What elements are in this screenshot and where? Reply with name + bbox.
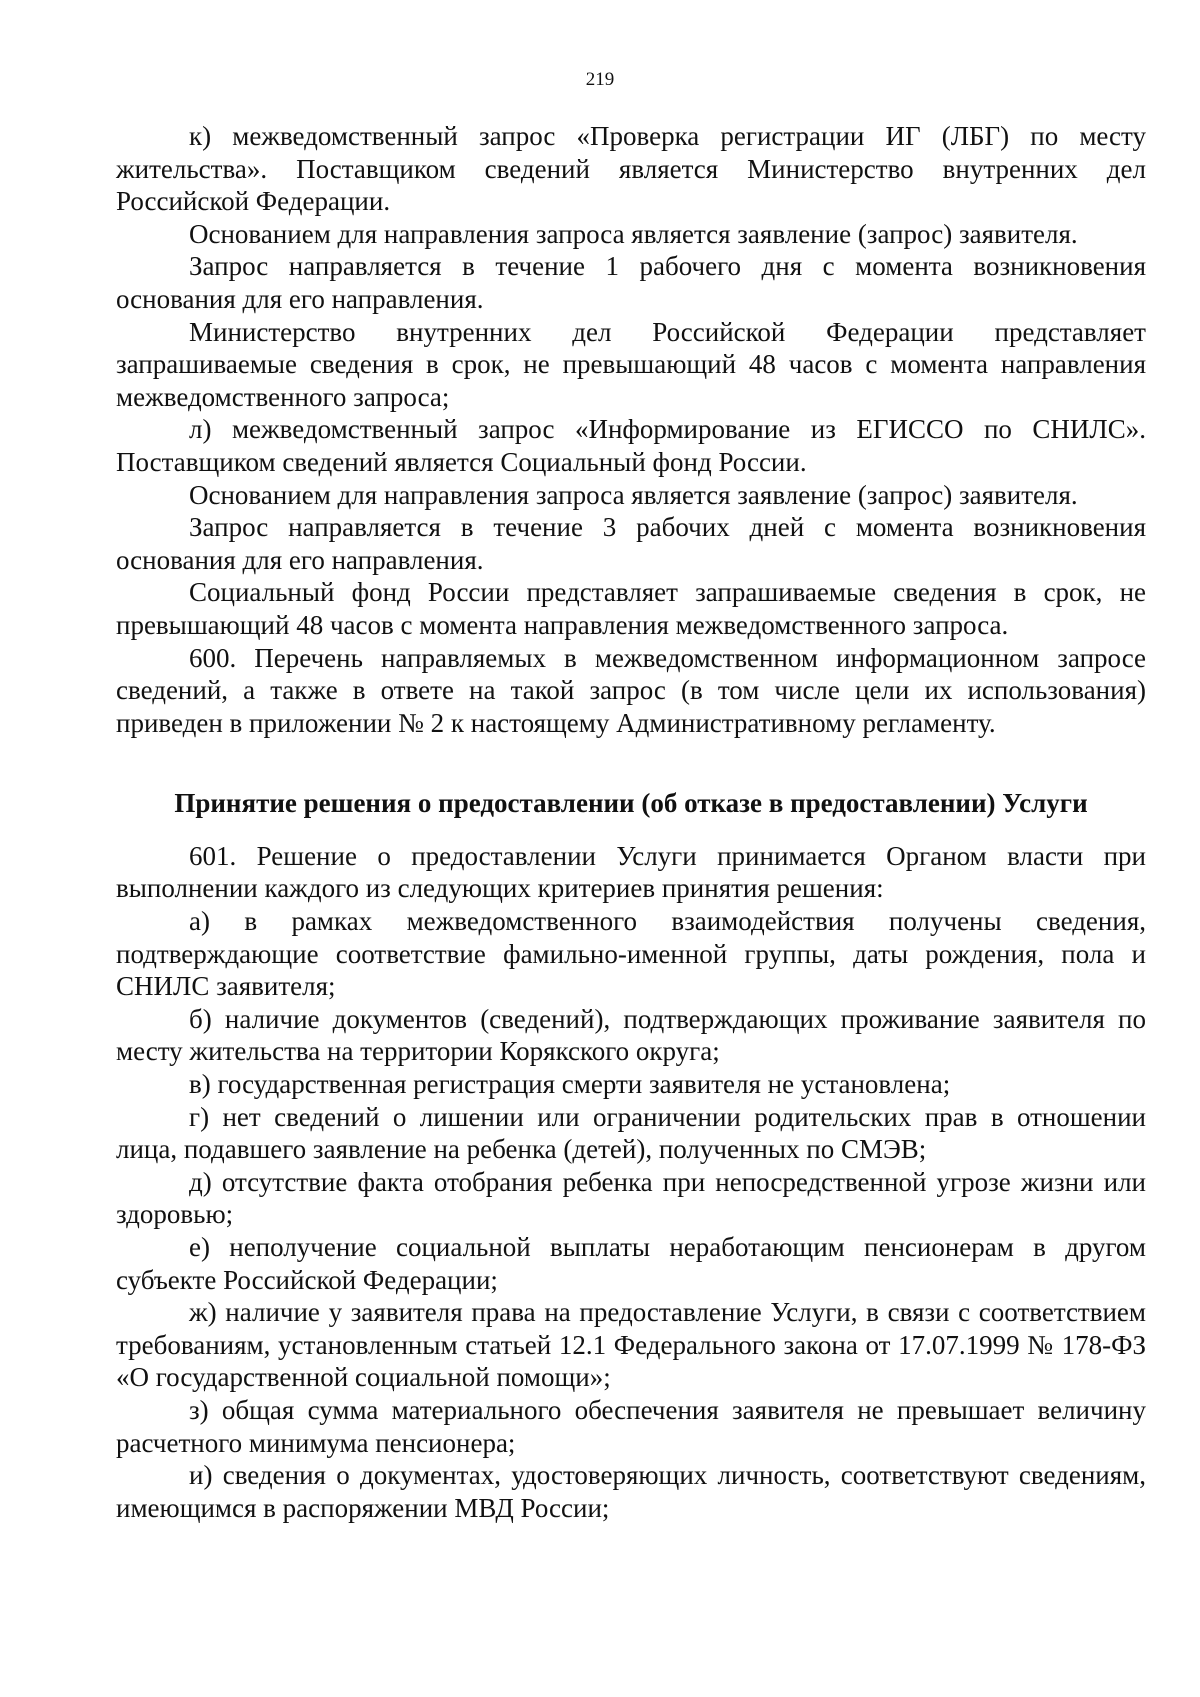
criterion-d: д) отсутствие факта отобрания ребенка при непосредственной угрозе жизни или здоровью; bbox=[116, 1166, 1146, 1230]
paragraph-600-list: 600. Перечень направляемых в межведомственном информационном запросе сведений, а также в ответе на такой запрос (в том числе цели их использования) приведен в приложении № 2 к настоящему Административному регламенту. bbox=[116, 642, 1146, 738]
criterion-v: в) государственная регистрация смерти заявителя не установлена; bbox=[189, 1069, 951, 1100]
paragraph-request-timing: Запрос направляется в течение 3 рабочих дней с момента возникновения основания для его направления. bbox=[116, 512, 1146, 575]
paragraph-601-decision: 601. Решение о предоставлении Услуги принимается Органом власти при выполнении каждого из следующих критериев принятия решения: bbox=[116, 840, 1146, 904]
document-body bbox=[116, 120, 1146, 1524]
criterion-e: е) неполучение социальной выплаты неработающим пенсионерам в другом субъекте Российской Федерации; bbox=[116, 1232, 1146, 1295]
paragraph-basis: Основанием для направления запроса является заявление (запрос) заявителя. bbox=[189, 479, 1078, 510]
criterion-zh: ж) наличие у заявителя права на предоставление Услуги, в связи с соответствием требованиям, установленным статьей 12.1 Федерального закона от 17.07.1999 № 178-ФЗ «О государственной социальной помощи»; bbox=[116, 1297, 1146, 1393]
paragraph-sfr-response: Социальный фонд России представляет запрашиваемые сведения в срок, не превышающий 48 часов с момента направления межведомственного запроса. bbox=[116, 577, 1146, 640]
criterion-a: а) в рамках межведомственного взаимодействия получены сведения, подтверждающие соответствие фамильно-именной группы, даты рождения, пола и СНИЛС заявителя; bbox=[116, 906, 1146, 1002]
section-heading: Принятие решения о предоставлении (об отказе в предоставлении) Услуги bbox=[174, 788, 1088, 819]
paragraph-mvd-response: Министерство внутренних дел Российской Федерации представляет запрашиваемые сведения в срок, не превышающий 48 часов с момента направления межведомственного запроса; bbox=[116, 316, 1146, 412]
criterion-z: з) общая сумма материального обеспечения заявителя не превышает величину расчетного минимума пенсионера; bbox=[116, 1394, 1146, 1458]
paragraph-request-timing: Запрос направляется в течение 1 рабочего дня с момента возникновения основания для его направления. bbox=[116, 251, 1146, 314]
paragraph-basis: Основанием для направления запроса является заявление (запрос) заявителя. bbox=[189, 218, 1078, 249]
paragraph-k-request-registration: к) межведомственный запрос «Проверка регистрации ИГ (ЛБГ) по месту жительства». Поставщиком сведений является Министерство внутренних дел Российской Федерации. bbox=[116, 121, 1146, 217]
criterion-g: г) нет сведений о лишении или ограничении родительских прав в отношении лица, подавшего заявление на ребенка (детей), полученных по СМЭВ; bbox=[116, 1101, 1146, 1165]
paragraph-l-request-egisso: л) межведомственный запрос «Информирование из ЕГИССО по СНИЛС». Поставщиком сведений является Социальный фонд России. bbox=[116, 414, 1146, 477]
criterion-i: и) сведения о документах, удостоверяющих личность, соответствуют сведениям, имеющимся в распоряжении МВД России; bbox=[116, 1460, 1146, 1523]
page-number: 219 bbox=[585, 69, 615, 90]
criterion-b: б) наличие документов (сведений), подтверждающих проживание заявителя по месту жительства на территории Корякского округа; bbox=[116, 1003, 1146, 1067]
